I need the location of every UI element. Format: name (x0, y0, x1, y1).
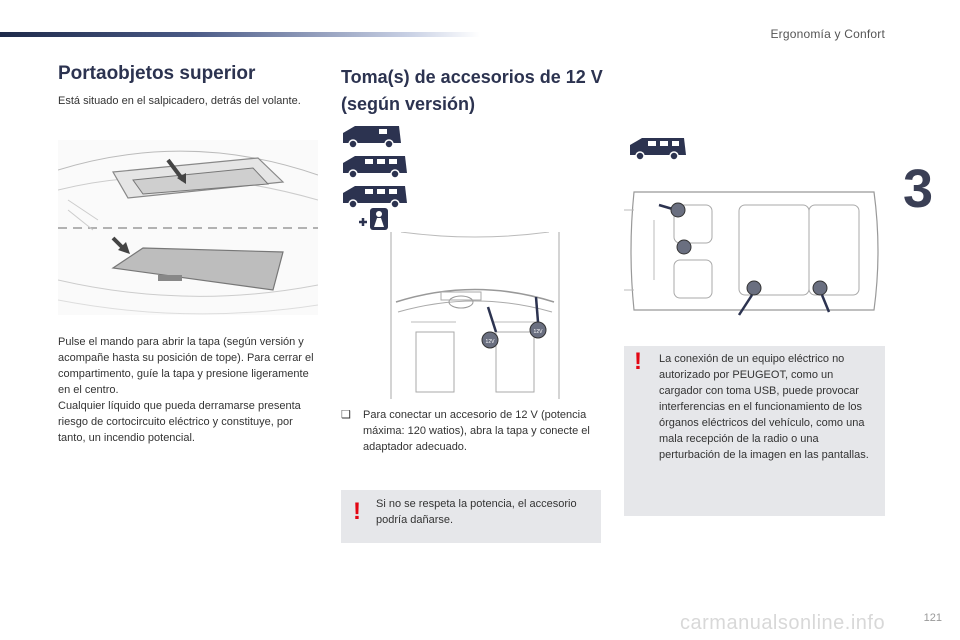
storage-intro: Está situado en el salpicadero, detrás del volante. (58, 95, 301, 107)
front-cabin-illustration (386, 232, 564, 399)
usb-warning-text: La conexión de un equipo eléctrico no autorizado por PEUGEOT, como un cargador con toma USB, puede provocar interferencias en el funcionamiento de los órganos eléctricos del vehículo, como una mala recepción de la radio o una perturbación de la imagen en las pantallas. (659, 353, 869, 461)
header-accent-bar (0, 32, 480, 37)
bullet-connect-accessory (341, 407, 591, 455)
section-title: Ergonomía y Confort (770, 27, 885, 41)
van-icon-1 (341, 123, 403, 149)
chapter-number: 3 (903, 159, 934, 219)
warning-icon: ! (353, 498, 361, 525)
vehicle-top-view-illustration (624, 180, 885, 322)
bullet-mark: ❑ (341, 409, 351, 421)
van-icon-4 (628, 135, 688, 161)
warning-icon: ! (634, 348, 642, 375)
watermark: carmanualsonline.info (680, 612, 886, 634)
page-number: 121 (923, 612, 942, 624)
socket-label-1: 12V (485, 339, 495, 345)
usb-warning-box (624, 346, 885, 516)
socket-label-2: 12V (533, 329, 543, 335)
van-icon-3 (341, 183, 409, 209)
power-warning-box (341, 490, 601, 543)
power-warning-text: Si no se respeta la potencia, el accesorio podría dañarse. (376, 498, 577, 526)
van-icon-2 (341, 153, 409, 179)
accessory-socket-heading: Toma(s) de accesorios de 12 V (según versión) (341, 67, 603, 114)
glovebox-illustration (58, 140, 318, 315)
plus-seat-icon (357, 207, 389, 231)
storage-heading: Portaobjetos superior (58, 63, 256, 84)
bullet-text: Para conectar un accesorio de 12 V (potencia máxima: 120 watios), abra la tapa y conecte el adaptador adecuado. (363, 409, 590, 453)
storage-instructions: Pulse el mando para abrir la tapa (según versión y acompañe hasta su posición de tope). Para cerrar el compartimento, guíe la tapa y presione ligeramente en el centro. Cualquier líquido que pueda derramarse presenta riesgo de cortocircuito eléctrico y constituye, por tanto, un incendio potencial. (58, 336, 314, 444)
